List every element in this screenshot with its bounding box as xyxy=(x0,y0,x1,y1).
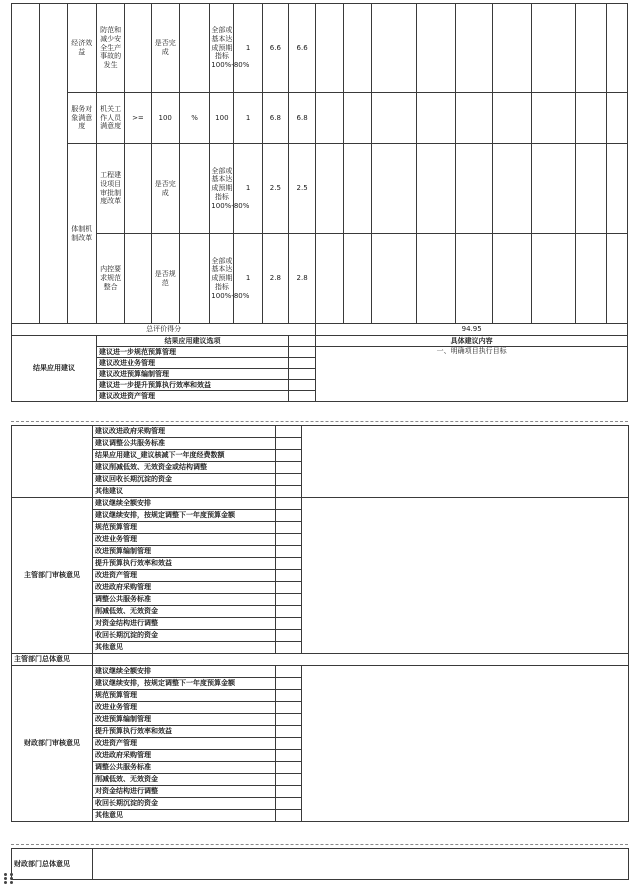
unit-cell xyxy=(179,144,209,234)
option-label: 改进业务管理 xyxy=(93,702,276,714)
blank-cell xyxy=(416,4,455,93)
blank-cell xyxy=(343,93,371,144)
blank-cell xyxy=(492,93,532,144)
score-cell: 2.5 xyxy=(262,144,288,234)
option-label: 建议继续安排，按规定调整下一年度预算金额 xyxy=(93,510,276,522)
blank-cell xyxy=(492,234,532,324)
checkbox-cell[interactable] xyxy=(276,450,302,462)
list-item xyxy=(12,426,629,438)
blank-cell xyxy=(576,4,606,93)
option-label: 建议进一步规范预算管理 xyxy=(96,347,288,358)
blank-cell xyxy=(343,234,371,324)
result-application-label: 结果应用建议 xyxy=(12,336,97,402)
checkbox-cell[interactable] xyxy=(276,774,302,786)
unit-cell: % xyxy=(179,93,209,144)
secondary-indicator-cell: 服务对象满意度 xyxy=(67,93,96,144)
actual-cell: 全部或基本达成预期指标100%-80% xyxy=(210,4,234,93)
option-label: 建议改进预算编制管理 xyxy=(96,369,288,380)
blank-cell xyxy=(492,4,532,93)
option-label: 提升预算执行效率和效益 xyxy=(93,726,276,738)
target-cell: 是否完成 xyxy=(151,144,179,234)
option-label: 建议改进资产管理 xyxy=(96,391,288,402)
checkbox-cell[interactable] xyxy=(276,702,302,714)
checkbox-cell[interactable] xyxy=(288,358,315,369)
table-row xyxy=(12,336,628,347)
checkbox-cell[interactable] xyxy=(276,750,302,762)
weight-cell: 1 xyxy=(234,234,262,324)
option-label: 建议回收长期沉淀的资金 xyxy=(93,474,276,486)
checkbox-cell[interactable] xyxy=(276,810,302,822)
blank-cell xyxy=(371,4,416,93)
option-label: 收回长期沉淀的资金 xyxy=(93,630,276,642)
tertiary-indicator-cell: 防范和减少安全生产事故的发生 xyxy=(96,4,124,93)
checkbox-cell[interactable] xyxy=(276,618,302,630)
detail-header: 具体建议内容 xyxy=(316,336,628,347)
finance-overall-row xyxy=(12,849,629,880)
checkbox-cell[interactable] xyxy=(276,630,302,642)
blank-cell xyxy=(576,93,606,144)
checkbox-cell[interactable] xyxy=(276,546,302,558)
blank-cell xyxy=(416,234,455,324)
dept-overall-label: 主管部门总体意见 xyxy=(12,654,93,666)
blank-cell xyxy=(532,4,576,93)
actual-cell: 全部或基本达成预期指标100%-80% xyxy=(210,144,234,234)
option-label: 建议削减低效、无效资金或结构调整 xyxy=(93,462,276,474)
total-score-value: 94.95 xyxy=(316,324,628,336)
tertiary-indicator-cell: 机关工作人员满意度 xyxy=(96,93,124,144)
finance-overall-input[interactable] xyxy=(93,849,629,880)
operator-cell xyxy=(125,144,151,234)
checkbox-cell[interactable] xyxy=(276,726,302,738)
checkbox-cell[interactable] xyxy=(288,380,315,391)
blank-cell xyxy=(606,4,627,93)
checkbox-cell[interactable] xyxy=(276,582,302,594)
checkbox-cell[interactable] xyxy=(288,391,315,402)
dept-overall-row xyxy=(12,654,629,666)
target-cell: 是否完成 xyxy=(151,4,179,93)
checkbox-cell[interactable] xyxy=(288,347,315,358)
checkbox-cell[interactable] xyxy=(276,594,302,606)
option-label: 建议调整公共服务标准 xyxy=(93,438,276,450)
blank-cell xyxy=(455,234,492,324)
finance-overall-label: 财政部门总体意见 xyxy=(12,849,93,880)
secondary-indicator-cell: 体制机制改革 xyxy=(67,144,96,324)
option-label: 改进预算编制管理 xyxy=(93,714,276,726)
blank-cell xyxy=(316,4,343,93)
option-label: 调整公共服务标准 xyxy=(93,594,276,606)
actual-cell: 全部或基本达成预期指标100%-80% xyxy=(210,234,234,324)
option-label: 削减低效、无效资金 xyxy=(93,606,276,618)
list-item xyxy=(12,347,628,358)
blank-cell xyxy=(606,93,627,144)
blank-cell xyxy=(416,144,455,234)
page-break xyxy=(11,421,628,422)
option-label: 规范预算管理 xyxy=(93,690,276,702)
blank-cell xyxy=(316,144,343,234)
operator-cell xyxy=(125,234,151,324)
checkbox-cell[interactable] xyxy=(276,606,302,618)
actual-cell: 100 xyxy=(210,93,234,144)
checkbox-cell[interactable] xyxy=(276,714,302,726)
checkbox-cell[interactable] xyxy=(276,762,302,774)
option-label: 改进业务管理 xyxy=(93,534,276,546)
performance-table xyxy=(11,3,628,402)
option-label: 建议继续全额安排 xyxy=(93,666,276,678)
option-label: 调整公共服务标准 xyxy=(93,762,276,774)
blank-cell xyxy=(40,4,67,324)
blank-cell xyxy=(416,93,455,144)
checkbox-cell[interactable] xyxy=(276,522,302,534)
option-label: 建议改进政府采购管理 xyxy=(93,426,276,438)
checkbox-cell[interactable] xyxy=(276,498,302,510)
blank-cell xyxy=(606,234,627,324)
blank-cell xyxy=(492,144,532,234)
option-label: 改进资产管理 xyxy=(93,738,276,750)
option-label: 收回长期沉淀的资金 xyxy=(93,798,276,810)
dept-review-content xyxy=(302,498,629,654)
option-label: 提升预算执行效率和效益 xyxy=(93,558,276,570)
score-cell: 6.8 xyxy=(262,93,288,144)
checkbox-cell[interactable] xyxy=(276,690,302,702)
option-label: 建议继续全额安排 xyxy=(93,498,276,510)
blank-cell xyxy=(532,93,576,144)
checkbox-cell[interactable] xyxy=(276,426,302,438)
blank-cell xyxy=(316,234,343,324)
unit-cell xyxy=(179,234,209,324)
finance-review-content xyxy=(302,666,629,822)
blank-cell xyxy=(371,234,416,324)
blank-cell xyxy=(606,144,627,234)
operator-cell xyxy=(125,4,151,93)
tertiary-indicator-cell: 工程建设项目审批制度改革 xyxy=(96,144,124,234)
unit-cell xyxy=(179,4,209,93)
option-label: 改进资产管理 xyxy=(93,570,276,582)
table-row xyxy=(12,234,628,324)
detail-content xyxy=(302,426,629,498)
checkbox-cell[interactable] xyxy=(276,558,302,570)
checkbox-cell[interactable] xyxy=(276,570,302,582)
option-label: 其他意见 xyxy=(93,642,276,654)
option-label: 建议进一步提升预算执行效率和效益 xyxy=(96,380,288,391)
option-label: 结果应用建议_建议核减下一年度经费数额 xyxy=(93,450,276,462)
final-score-cell: 6.8 xyxy=(288,93,315,144)
blank-cell xyxy=(343,4,371,93)
weight-cell: 1 xyxy=(234,93,262,144)
dept-review-label: 主管部门审核意见 xyxy=(12,498,93,654)
blank-cell xyxy=(316,93,343,144)
list-item xyxy=(12,666,629,678)
option-label: 建议改进业务管理 xyxy=(96,358,288,369)
finance-review-label: 财政部门审核意见 xyxy=(12,666,93,822)
final-score-cell: 2.8 xyxy=(288,234,315,324)
blank-cell xyxy=(288,336,315,347)
target-cell: 100 xyxy=(151,93,179,144)
checkbox-cell[interactable] xyxy=(276,666,302,678)
checkbox-cell[interactable] xyxy=(276,438,302,450)
score-cell: 6.6 xyxy=(262,4,288,93)
blank-cell xyxy=(532,144,576,234)
checkbox-cell[interactable] xyxy=(276,510,302,522)
option-label: 改进政府采购管理 xyxy=(93,750,276,762)
option-label: 规范预算管理 xyxy=(93,522,276,534)
tertiary-indicator-cell: 内控要求规范整合 xyxy=(96,234,124,324)
operator-cell: >= xyxy=(125,93,151,144)
option-label: 其他意见 xyxy=(93,810,276,822)
checkbox-cell[interactable] xyxy=(276,462,302,474)
drag-handle-icon[interactable] xyxy=(4,873,14,883)
weight-cell: 1 xyxy=(234,4,262,93)
blank-cell xyxy=(455,4,492,93)
blank-cell xyxy=(12,426,93,498)
table-row xyxy=(12,93,628,144)
dept-overall-input[interactable] xyxy=(93,654,629,666)
option-label: 改进预算编制管理 xyxy=(93,546,276,558)
score-cell: 2.8 xyxy=(262,234,288,324)
blank-cell xyxy=(371,93,416,144)
option-label: 建议继续安排，按规定调整下一年度预算金额 xyxy=(93,678,276,690)
blank-cell xyxy=(576,144,606,234)
checkbox-cell[interactable] xyxy=(288,369,315,380)
option-label: 对资金结构进行调整 xyxy=(93,618,276,630)
blank-cell xyxy=(576,234,606,324)
checkbox-cell[interactable] xyxy=(276,474,302,486)
total-score-label: 总评价得分 xyxy=(12,324,316,336)
blank-cell xyxy=(455,144,492,234)
target-cell: 是否规范 xyxy=(151,234,179,324)
blank-cell xyxy=(532,234,576,324)
option-label: 其他建议 xyxy=(93,486,276,498)
checkbox-cell[interactable] xyxy=(276,786,302,798)
detail-content: 一、明确项目执行目标 xyxy=(316,347,628,402)
checkbox-cell[interactable] xyxy=(276,642,302,654)
weight-cell: 1 xyxy=(234,144,262,234)
option-label: 对资金结构进行调整 xyxy=(93,786,276,798)
review-table xyxy=(11,425,629,822)
table-row xyxy=(12,144,628,234)
final-score-cell: 2.5 xyxy=(288,144,315,234)
checkbox-cell[interactable] xyxy=(276,678,302,690)
table-row xyxy=(12,4,628,93)
option-label: 削减低效、无效资金 xyxy=(93,774,276,786)
checkbox-cell[interactable] xyxy=(276,738,302,750)
checkbox-cell[interactable] xyxy=(276,534,302,546)
checkbox-cell[interactable] xyxy=(276,798,302,810)
option-label: 改进政府采购管理 xyxy=(93,582,276,594)
total-score-row xyxy=(12,324,628,336)
blank-cell xyxy=(343,144,371,234)
secondary-indicator-cell: 经济效益 xyxy=(67,4,96,93)
finance-overall-table xyxy=(11,848,629,880)
blank-cell xyxy=(12,4,40,324)
blank-cell xyxy=(371,144,416,234)
result-options-header: 结果应用建议选项 xyxy=(96,336,288,347)
list-item xyxy=(12,498,629,510)
blank-cell xyxy=(455,93,492,144)
checkbox-cell[interactable] xyxy=(276,486,302,498)
final-score-cell: 6.6 xyxy=(288,4,315,93)
page-break xyxy=(11,844,628,845)
